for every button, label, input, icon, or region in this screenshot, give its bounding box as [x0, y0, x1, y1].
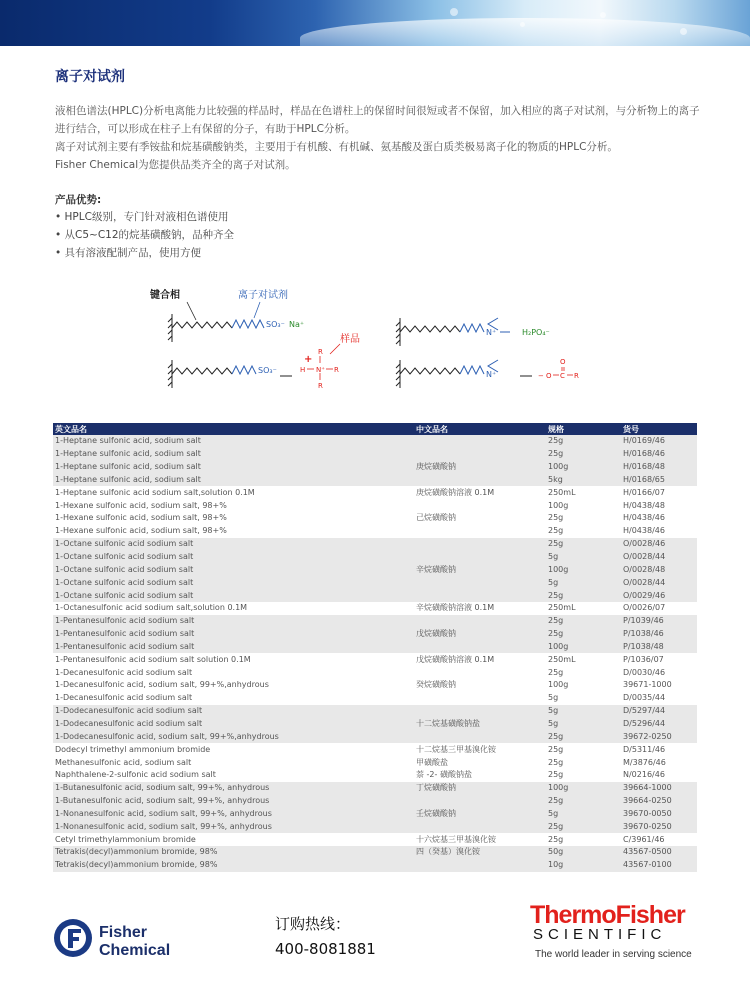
table-row	[53, 551, 697, 564]
table-row	[53, 833, 697, 846]
cell-size: 5g	[546, 705, 621, 718]
table-row	[53, 538, 697, 551]
table-row	[53, 756, 697, 769]
cell-chinese-name	[414, 730, 546, 743]
advantages-title: 产品优势:	[55, 194, 102, 206]
label-sample: 样品	[340, 334, 360, 345]
cell-size: 100g	[546, 461, 621, 474]
o-label: O	[546, 372, 552, 380]
cell-size: 25g	[546, 795, 621, 808]
thermofisher-logo: ThermoFisher	[530, 901, 685, 929]
cell-english-name: 1-Pentanesulfonic acid sodium salt	[53, 641, 414, 654]
cell-size: 25g	[548, 834, 564, 844]
cell-chinese-name: 十六烷基三甲基溴化铵	[416, 834, 496, 844]
cell-code: 39664-1000	[621, 782, 697, 795]
thermofisher-tagline: The world leader in serving science	[535, 949, 692, 960]
advantages-list	[55, 208, 234, 262]
table-row	[53, 653, 697, 666]
cell-code: D/5296/44	[621, 718, 697, 731]
cell-size: 25g	[546, 730, 621, 743]
cell-code: H/0168/48	[621, 461, 697, 474]
order-hotline-number: 400-8081881	[275, 940, 376, 958]
table-row	[53, 807, 697, 820]
r-label: R	[334, 366, 339, 374]
cell-chinese-name	[414, 795, 546, 808]
table-row	[53, 743, 697, 756]
cell-english-name: 1-Pentanesulfonic acid sodium salt	[53, 628, 414, 641]
cell-size: 5kg	[546, 474, 621, 487]
r-label: R	[318, 348, 323, 356]
cell-english-name: 1-Octane sulfonic acid sodium salt	[53, 576, 414, 589]
r-label: R	[318, 382, 323, 390]
cell-english-name: 1-Octane sulfonic acid sodium salt	[53, 563, 414, 576]
label-ion-pair: 离子对试剂	[238, 290, 288, 301]
cell-chinese-name	[414, 435, 546, 448]
header-banner	[0, 0, 750, 46]
n-plus-label: N⁺	[486, 328, 497, 337]
table-row	[53, 718, 697, 731]
table-row	[53, 730, 697, 743]
cell-chinese-name: 萘 -2- 磺酸钠盐	[416, 770, 472, 780]
cell-code: M/3876/46	[623, 757, 666, 767]
cell-chinese-name: 四（癸基）溴化铵	[414, 846, 546, 859]
table-row	[53, 782, 697, 795]
cell-size: 25g	[548, 513, 564, 523]
advantage-item: • 从C5~C12的烷基磺酸钠，品种齐全	[55, 229, 235, 241]
na-label: Na⁺	[289, 320, 305, 329]
cell-code: 39672-0250	[621, 730, 697, 743]
cell-english-name: 1-Dodecanesulfonic acid sodium salt	[53, 705, 414, 718]
advantage-item: • 具有溶液配制产品，使用方便	[55, 247, 202, 259]
banner-bubble	[450, 8, 458, 16]
o-label: O	[560, 358, 566, 366]
cell-size: 25g	[548, 526, 564, 536]
cell-chinese-name: 戊烷磺酸钠	[414, 628, 546, 641]
cell-code: 43567-0500	[621, 846, 697, 859]
table-row	[53, 448, 697, 461]
cell-code: D/0035/44	[623, 693, 666, 703]
cell-english-name: Tetrakis(decyl)ammonium bromide, 98%	[53, 859, 414, 872]
so3-label: SO₃⁻	[266, 320, 285, 329]
cell-size: 25g	[546, 538, 621, 551]
cell-size: 100g	[548, 500, 569, 510]
cell-chinese-name: 辛烷磺酸钠溶液 0.1M	[416, 603, 495, 613]
table-row	[53, 461, 697, 474]
header-english-name: 英文品名	[53, 423, 414, 435]
intro-paragraph: Fisher Chemical为您提供品类齐全的离子对试剂。	[55, 159, 296, 171]
arrow-ion-pair	[254, 302, 260, 318]
cell-chinese-name: 癸烷磺酸钠	[416, 680, 456, 690]
cell-code: H/0438/48	[623, 500, 665, 510]
cell-code: P/1036/07	[623, 654, 664, 664]
cell-size: 100g	[546, 563, 621, 576]
cell-chinese-name	[414, 705, 546, 718]
cell-size: 25g	[548, 757, 564, 767]
cell-english-name: 1-Nonanesulfonic acid, sodium salt, 99+%, anhydrous	[53, 820, 414, 833]
r-label: R	[574, 372, 579, 380]
cell-code: 39671-1000	[623, 680, 672, 690]
product-table	[53, 423, 697, 872]
cell-size: 25g	[548, 770, 564, 780]
cell-size: 5g	[548, 693, 559, 703]
cell-chinese-name	[414, 538, 546, 551]
so3-label: SO₃⁻	[258, 366, 277, 375]
cell-english-name: 1-Dodecanesulfonic acid sodium salt	[53, 718, 414, 731]
cell-size: 5g	[546, 551, 621, 564]
table-row	[53, 615, 697, 628]
cell-code: P/1039/46	[621, 615, 697, 628]
surface-top-left	[168, 314, 264, 342]
cell-chinese-name	[414, 576, 546, 589]
h-label: H	[300, 366, 306, 374]
cell-chinese-name: 十二烷基磺酸钠盐	[414, 718, 546, 731]
cell-size: 25g	[546, 589, 621, 602]
cell-chinese-name: 庚烷磺酸钠	[414, 461, 546, 474]
table-row	[53, 705, 697, 718]
order-hotline-label: 订购热线：	[275, 915, 351, 933]
table-row	[53, 486, 697, 499]
cell-chinese-name	[414, 499, 546, 512]
header-size: 规格	[546, 423, 621, 435]
cell-english-name: 1-Decanesulfonic acid sodium salt	[55, 667, 193, 677]
cell-chinese-name: 壬烷磺酸钠	[414, 807, 546, 820]
cell-code: H/0168/46	[621, 448, 697, 461]
fisher-logo-text: Fisher	[99, 924, 148, 941]
page-title: 离子对试剂	[55, 69, 125, 85]
cell-size: 5g	[546, 718, 621, 731]
cell-chinese-name	[414, 615, 546, 628]
cell-code: D/0030/46	[623, 667, 666, 677]
cell-code: O/0028/44	[621, 576, 697, 589]
table-row	[53, 512, 697, 525]
cell-english-name: 1-Octanesulfonic acid sodium salt,solution 0.1M	[55, 603, 248, 613]
cell-english-name: 1-Hexane sulfonic acid, sodium salt, 98+%	[55, 526, 227, 536]
cell-size: 100g	[546, 641, 621, 654]
table-row	[53, 769, 697, 782]
cell-code: N/0216/46	[623, 770, 665, 780]
cell-english-name: 1-Hexane sulfonic acid, sodium salt, 98+%	[55, 513, 227, 523]
chemical-logo-text: Chemical	[99, 942, 171, 959]
cell-chinese-name	[414, 820, 546, 833]
cell-size: 5g	[546, 576, 621, 589]
cell-english-name: 1-Hexane sulfonic acid, sodium salt, 98+%	[55, 500, 227, 510]
cell-english-name: 1-Heptane sulfonic acid, sodium salt	[53, 435, 414, 448]
header-code: 货号	[621, 423, 697, 435]
plus-sign: +	[304, 354, 313, 365]
cell-english-name: 1-Heptane sulfonic acid, sodium salt	[53, 474, 414, 487]
table-row	[53, 499, 697, 512]
cell-size: 25g	[546, 628, 621, 641]
c-label: C	[560, 372, 565, 380]
cell-english-name: Tetrakis(decyl)ammonium bromide, 98%	[53, 846, 414, 859]
surface-bottom-right	[396, 360, 532, 388]
cell-code: H/0438/46	[623, 526, 665, 536]
table-row	[53, 563, 697, 576]
arrow-sample	[330, 344, 340, 354]
cell-chinese-name	[414, 589, 546, 602]
cell-chinese-name: 丁烷磺酸钠	[414, 782, 546, 795]
cell-code: H/0169/46	[621, 435, 697, 448]
arrow-bonded	[187, 302, 196, 320]
cell-code: O/0028/48	[621, 563, 697, 576]
ion-pair-diagram	[150, 282, 580, 400]
cell-chinese-name: 辛烷磺酸钠	[414, 563, 546, 576]
cell-english-name: 1-Pentanesulfonic acid sodium salt solution 0.1M	[55, 654, 251, 664]
cell-english-name: 1-Nonanesulfonic acid, sodium salt, 99+%, anhydrous	[53, 807, 414, 820]
cell-chinese-name	[414, 551, 546, 564]
table-row	[53, 628, 697, 641]
h2po4-label: H₂PO₄⁻	[522, 328, 550, 337]
cell-chinese-name: 戊烷磺酸钠溶液 0.1M	[416, 654, 495, 664]
minus-sign: −	[538, 372, 544, 380]
cell-english-name: 1-Octane sulfonic acid sodium salt	[53, 538, 414, 551]
cell-size: 100g	[548, 680, 569, 690]
n-plus-label: N⁺	[486, 370, 497, 379]
n-label: N⁺	[316, 366, 325, 374]
cell-english-name: 1-Dodecanesulfonic acid, sodium salt, 99+%,anhydrous	[53, 730, 414, 743]
advantage-item: • HPLC级别，专门针对液相色谱使用	[55, 211, 229, 223]
cell-code: H/0168/65	[621, 474, 697, 487]
cell-chinese-name	[414, 666, 546, 679]
cell-english-name: Naphthalene-2-sulfonic acid sodium salt	[55, 770, 216, 780]
cell-code: O/0026/07	[623, 603, 666, 613]
cell-english-name: 1-Heptane sulfonic acid sodium salt,solution 0.1M	[55, 487, 255, 497]
cell-chinese-name	[414, 692, 546, 705]
cell-chinese-name	[414, 525, 546, 538]
table-row	[53, 846, 697, 859]
cell-size: 25g	[548, 744, 564, 754]
cell-size: 50g	[546, 846, 621, 859]
cell-english-name: 1-Octane sulfonic acid sodium salt	[53, 551, 414, 564]
cell-english-name: Cetyl trimethylammonium bromide	[55, 834, 196, 844]
cell-code: 39670-0250	[621, 820, 697, 833]
cell-english-name: 1-Heptane sulfonic acid, sodium salt	[53, 461, 414, 474]
cell-size: 250mL	[548, 654, 576, 664]
cell-code: P/1038/48	[621, 641, 697, 654]
cell-chinese-name: 己烷磺酸钠	[416, 513, 456, 523]
table-row	[53, 679, 697, 692]
cell-size: 5g	[546, 807, 621, 820]
cell-english-name: 1-Decanesulfonic acid sodium salt	[55, 693, 193, 703]
cell-chinese-name	[414, 859, 546, 872]
cell-code: H/0438/46	[623, 513, 665, 523]
cell-code: D/5297/44	[621, 705, 697, 718]
cell-english-name: 1-Decanesulfonic acid, sodium salt, 99+%,anhydrous	[55, 680, 269, 690]
cell-size: 25g	[546, 448, 621, 461]
intro-paragraph: 液相色谱法(HPLC)分析电离能力比较强的样品时，样品在色谱柱上的保留时间很短或者不保留，加入相应的离子对试剂，与分析物上的离子进行结合，可以形成在柱子上有保留的分子，有助于HPLC分析。	[55, 105, 700, 135]
cell-size: 25g	[548, 667, 564, 677]
cell-size: 100g	[546, 782, 621, 795]
table-row	[53, 474, 697, 487]
table-row	[53, 859, 697, 872]
cell-code: 39664-0250	[621, 795, 697, 808]
cell-code: O/0028/46	[621, 538, 697, 551]
cell-size: 10g	[546, 859, 621, 872]
cell-chinese-name: 甲磺酸盐	[416, 757, 448, 767]
cell-code: H/0166/07	[623, 487, 665, 497]
cell-english-name: 1-Pentanesulfonic acid sodium salt	[53, 615, 414, 628]
cell-english-name: 1-Heptane sulfonic acid, sodium salt	[53, 448, 414, 461]
table-row	[53, 692, 697, 705]
cell-chinese-name	[414, 474, 546, 487]
table-row	[53, 576, 697, 589]
table-body	[53, 435, 697, 872]
cell-english-name: 1-Octane sulfonic acid sodium salt	[53, 589, 414, 602]
cell-code: O/0028/44	[621, 551, 697, 564]
table-row	[53, 666, 697, 679]
table-row	[53, 602, 697, 615]
banner-bubble	[600, 12, 606, 18]
cell-code: C/3961/46	[623, 834, 665, 844]
table-header-row	[53, 423, 697, 435]
cell-code: O/0029/46	[621, 589, 697, 602]
header-chinese-name: 中文品名	[414, 423, 546, 435]
cell-code: 39670-0050	[621, 807, 697, 820]
banner-bubble	[680, 28, 687, 35]
table-row	[53, 435, 697, 448]
cell-chinese-name: 十二烷基三甲基溴化铵	[416, 744, 496, 754]
thermofisher-scientific: SCIENTIFIC	[533, 926, 667, 943]
cell-size: 25g	[546, 820, 621, 833]
table-row	[53, 589, 697, 602]
cell-code: 43567-0100	[621, 859, 697, 872]
cell-size: 250mL	[548, 603, 576, 613]
table-row	[53, 525, 697, 538]
label-bonded-phase: 键合相	[150, 290, 180, 301]
cell-chinese-name	[414, 448, 546, 461]
cell-chinese-name	[414, 641, 546, 654]
intro-paragraph: 离子对试剂主要有季铵盐和烷基磺酸钠类，主要用于有机酸、有机碱、氨基酸及蛋白质类极易离子化的物质的HPLC分析。	[55, 141, 618, 153]
cell-size: 250mL	[548, 487, 576, 497]
cell-code: D/5311/46	[623, 744, 666, 754]
table-row	[53, 795, 697, 808]
cell-size: 25g	[546, 435, 621, 448]
cell-english-name: Dodecyl trimethyl ammonium bromide	[55, 744, 211, 754]
table-row	[53, 641, 697, 654]
cell-english-name: 1-Butanesulfonic acid, sodium salt, 99+%, anhydrous	[53, 782, 414, 795]
banner-bubble	[520, 22, 525, 27]
cell-size: 25g	[546, 615, 621, 628]
fisher-chemical-logo	[53, 917, 203, 961]
cell-chinese-name: 庚烷磺酸钠溶液 0.1M	[416, 487, 495, 497]
cell-english-name: Methanesulfonic acid, sodium salt	[55, 757, 192, 767]
table-row	[53, 820, 697, 833]
cell-english-name: 1-Butanesulfonic acid, sodium salt, 99+%, anhydrous	[53, 795, 414, 808]
cell-code: P/1038/46	[621, 628, 697, 641]
